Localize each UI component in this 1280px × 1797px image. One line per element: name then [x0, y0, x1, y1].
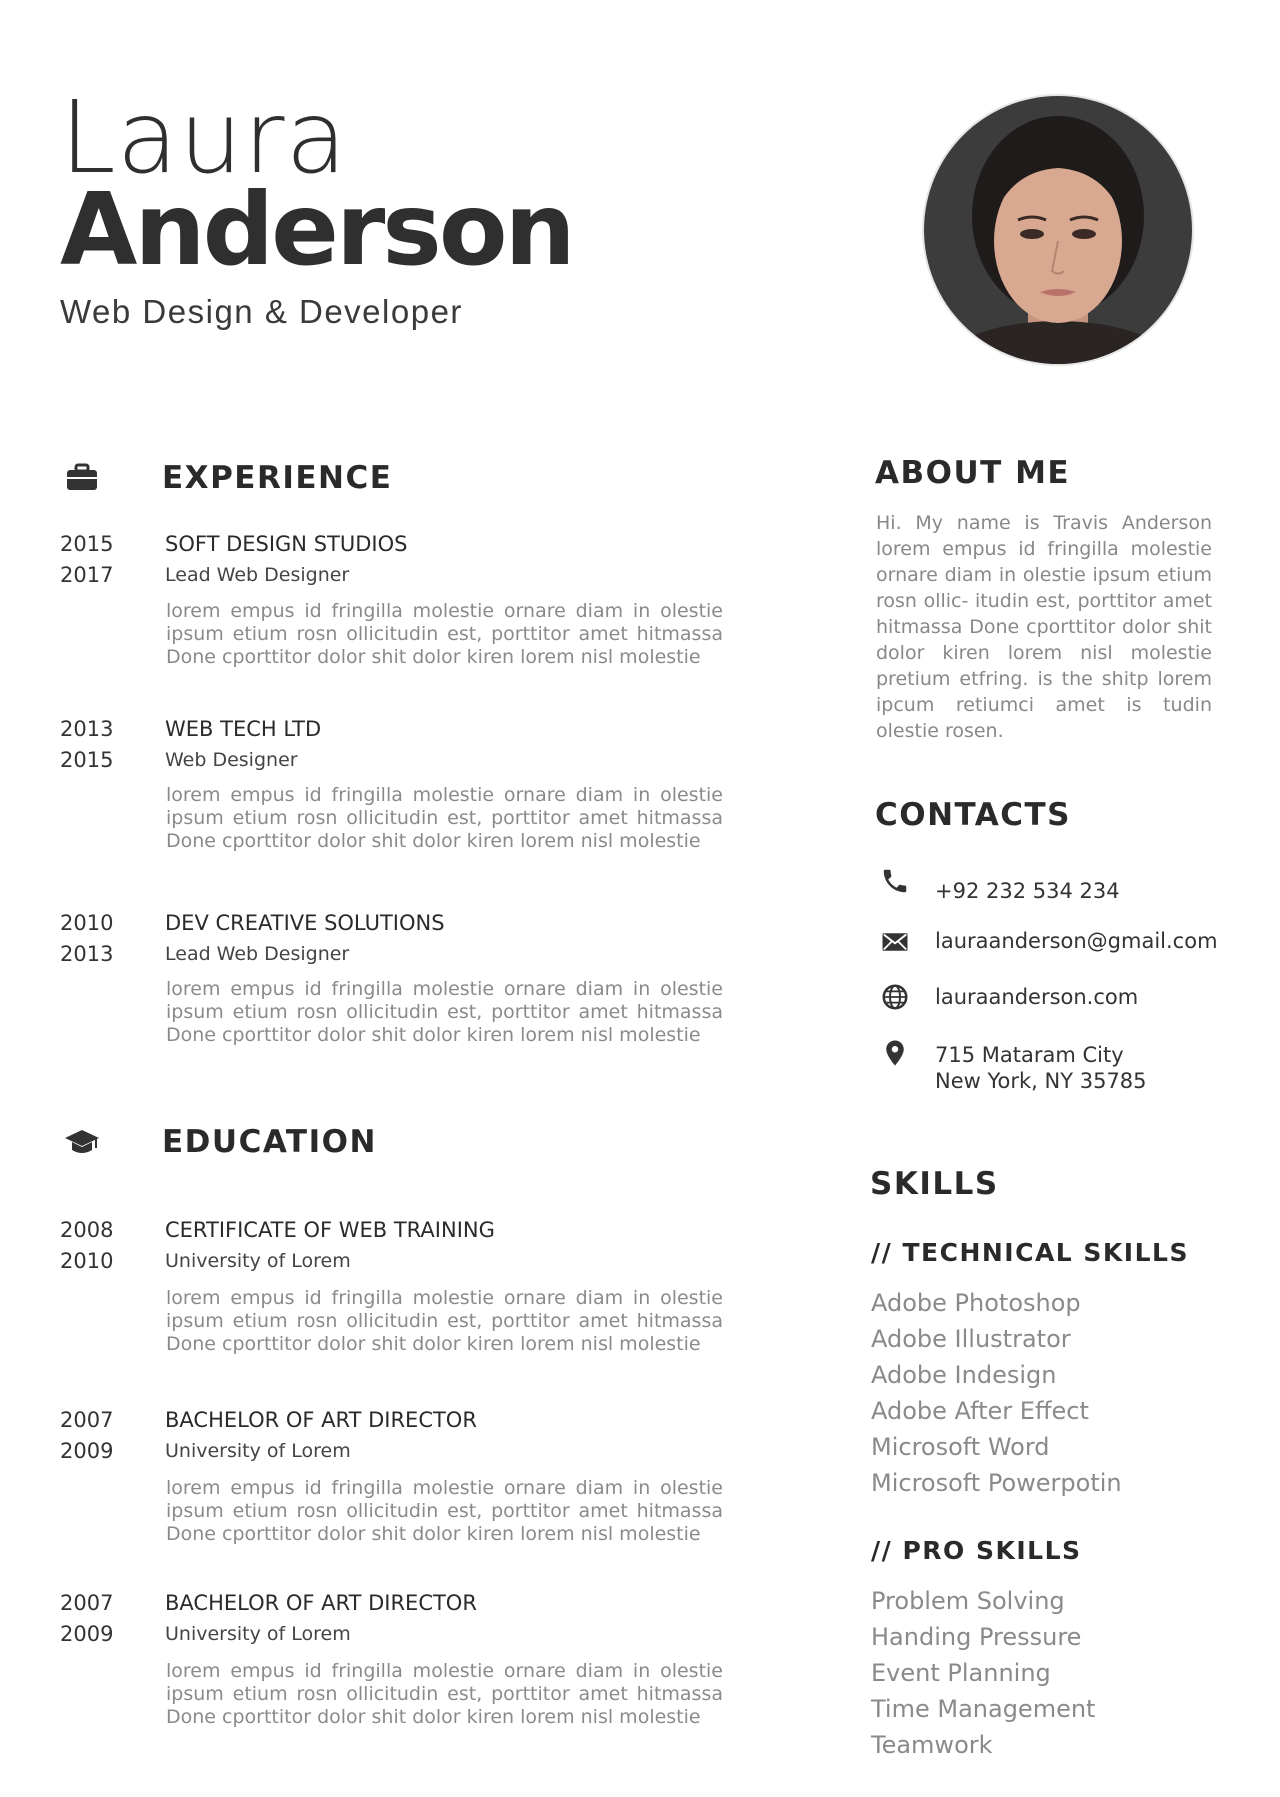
graduation-cap-icon — [64, 1124, 100, 1160]
institution: University of Lorem — [165, 1250, 351, 1272]
job-role: Lead Web Designer — [165, 564, 350, 586]
contacts-heading: CONTACTS — [875, 797, 1072, 833]
end-year: 2010 — [60, 1249, 114, 1273]
end-year: 2009 — [60, 1439, 114, 1463]
skill-item: Adobe After Effect — [871, 1397, 1089, 1425]
phone-number[interactable]: +92 232 534 234 — [935, 879, 1120, 903]
degree-title: BACHELOR OF ART DIRECTOR — [165, 1591, 477, 1615]
degree-title: BACHELOR OF ART DIRECTOR — [165, 1408, 477, 1432]
institution: University of Lorem — [165, 1623, 351, 1645]
end-year: 2017 — [60, 563, 114, 587]
start-year: 2007 — [60, 1591, 114, 1615]
job-description: lorem empus id fringilla molestie ornare diam in olestie ipsum etium rosn ollicitudin est, porttitor amet hitmassa Done cporttitor dolor shit dolor kiren lorem nisl molestie — [166, 600, 723, 668]
skill-item: Adobe Indesign — [871, 1361, 1057, 1389]
last-name: Anderson — [60, 171, 573, 288]
profile-photo — [922, 94, 1194, 366]
skill-item: Handing Pressure — [871, 1623, 1082, 1651]
job-description: lorem empus id fringilla molestie ornare diam in olestie ipsum etium rosn ollicitudin est, porttitor amet hitmassa Done cporttitor dolor shit dolor kiren lorem nisl molestie — [166, 784, 723, 852]
briefcase-icon — [64, 460, 100, 496]
education-description: lorem empus id fringilla molestie ornare diam in olestie ipsum etium rosn ollicitudin est, porttitor amet hitmassa Done cporttitor dolor shit dolor kiren lorem nisl molestie — [166, 1660, 723, 1728]
address-line-1: 715 Mataram City — [935, 1043, 1124, 1067]
start-year: 2015 — [60, 532, 114, 556]
skills-heading: SKILLS — [870, 1166, 999, 1202]
experience-heading: EXPERIENCE — [162, 460, 393, 496]
start-year: 2013 — [60, 717, 114, 741]
job-description: lorem empus id fringilla molestie ornare diam in olestie ipsum etium rosn ollicitudin est, porttitor amet hitmassa Done cporttitor dolor shit dolor kiren lorem nisl molestie — [166, 978, 723, 1046]
globe-icon — [880, 982, 910, 1012]
degree-title: CERTIFICATE OF WEB TRAINING — [165, 1218, 495, 1242]
start-year: 2010 — [60, 911, 114, 935]
start-year: 2008 — [60, 1218, 114, 1242]
end-year: 2013 — [60, 942, 114, 966]
skill-item: Microsoft Powerpotin — [871, 1469, 1122, 1497]
company-name: SOFT DESIGN STUDIOS — [165, 532, 408, 556]
address-line-2: New York, NY 35785 — [935, 1069, 1147, 1093]
start-year: 2007 — [60, 1408, 114, 1432]
about-text: Hi. My name is Travis Anderson lorem empus id fringilla molestie ornare diam in olestie ipsum etium rosn ollic- itudin est, porttitor amet hitmassa Done cporttitor dolor shit dolor kiren lorem nisl molestie pretium etfring. is the shitp lorem ipcum retiumci amet is tudin olestie rosen. — [876, 512, 1212, 742]
skill-item: Problem Solving — [871, 1587, 1065, 1615]
first-name: Laura — [60, 79, 348, 196]
pro-skills-heading: // PRO SKILLS — [871, 1536, 1082, 1565]
envelope-icon — [880, 927, 910, 957]
institution: University of Lorem — [165, 1440, 351, 1462]
skill-item: Adobe Illustrator — [871, 1325, 1071, 1353]
location-pin-icon — [880, 1038, 910, 1068]
job-role: Lead Web Designer — [165, 943, 350, 965]
end-year: 2009 — [60, 1622, 114, 1646]
skill-item: Teamwork — [871, 1731, 993, 1759]
skill-item: Microsoft Word — [871, 1433, 1050, 1461]
skill-item: Adobe Photoshop — [871, 1289, 1081, 1317]
skill-item: Event Planning — [871, 1659, 1051, 1687]
email-address[interactable]: lauraanderson@gmail.com — [935, 929, 1218, 953]
job-title: Web Design & Developer — [60, 293, 463, 330]
company-name: WEB TECH LTD — [165, 717, 322, 741]
education-description: lorem empus id fringilla molestie ornare diam in olestie ipsum etium rosn ollicitudin est, porttitor amet hitmassa Done cporttitor dolor shit dolor kiren lorem nisl molestie — [166, 1287, 723, 1355]
job-role: Web Designer — [165, 749, 298, 771]
website-url[interactable]: lauraanderson.com — [935, 985, 1139, 1009]
about-heading: ABOUT ME — [875, 455, 1071, 491]
end-year: 2015 — [60, 748, 114, 772]
company-name: DEV CREATIVE SOLUTIONS — [165, 911, 445, 935]
education-heading: EDUCATION — [162, 1124, 377, 1160]
education-description: lorem empus id fringilla molestie ornare diam in olestie ipsum etium rosn ollicitudin est, porttitor amet hitmassa Done cporttitor dolor shit dolor kiren lorem nisl molestie — [166, 1477, 723, 1545]
technical-skills-heading: // TECHNICAL SKILLS — [871, 1238, 1189, 1267]
skill-item: Time Management — [871, 1695, 1096, 1723]
phone-icon — [880, 866, 910, 896]
